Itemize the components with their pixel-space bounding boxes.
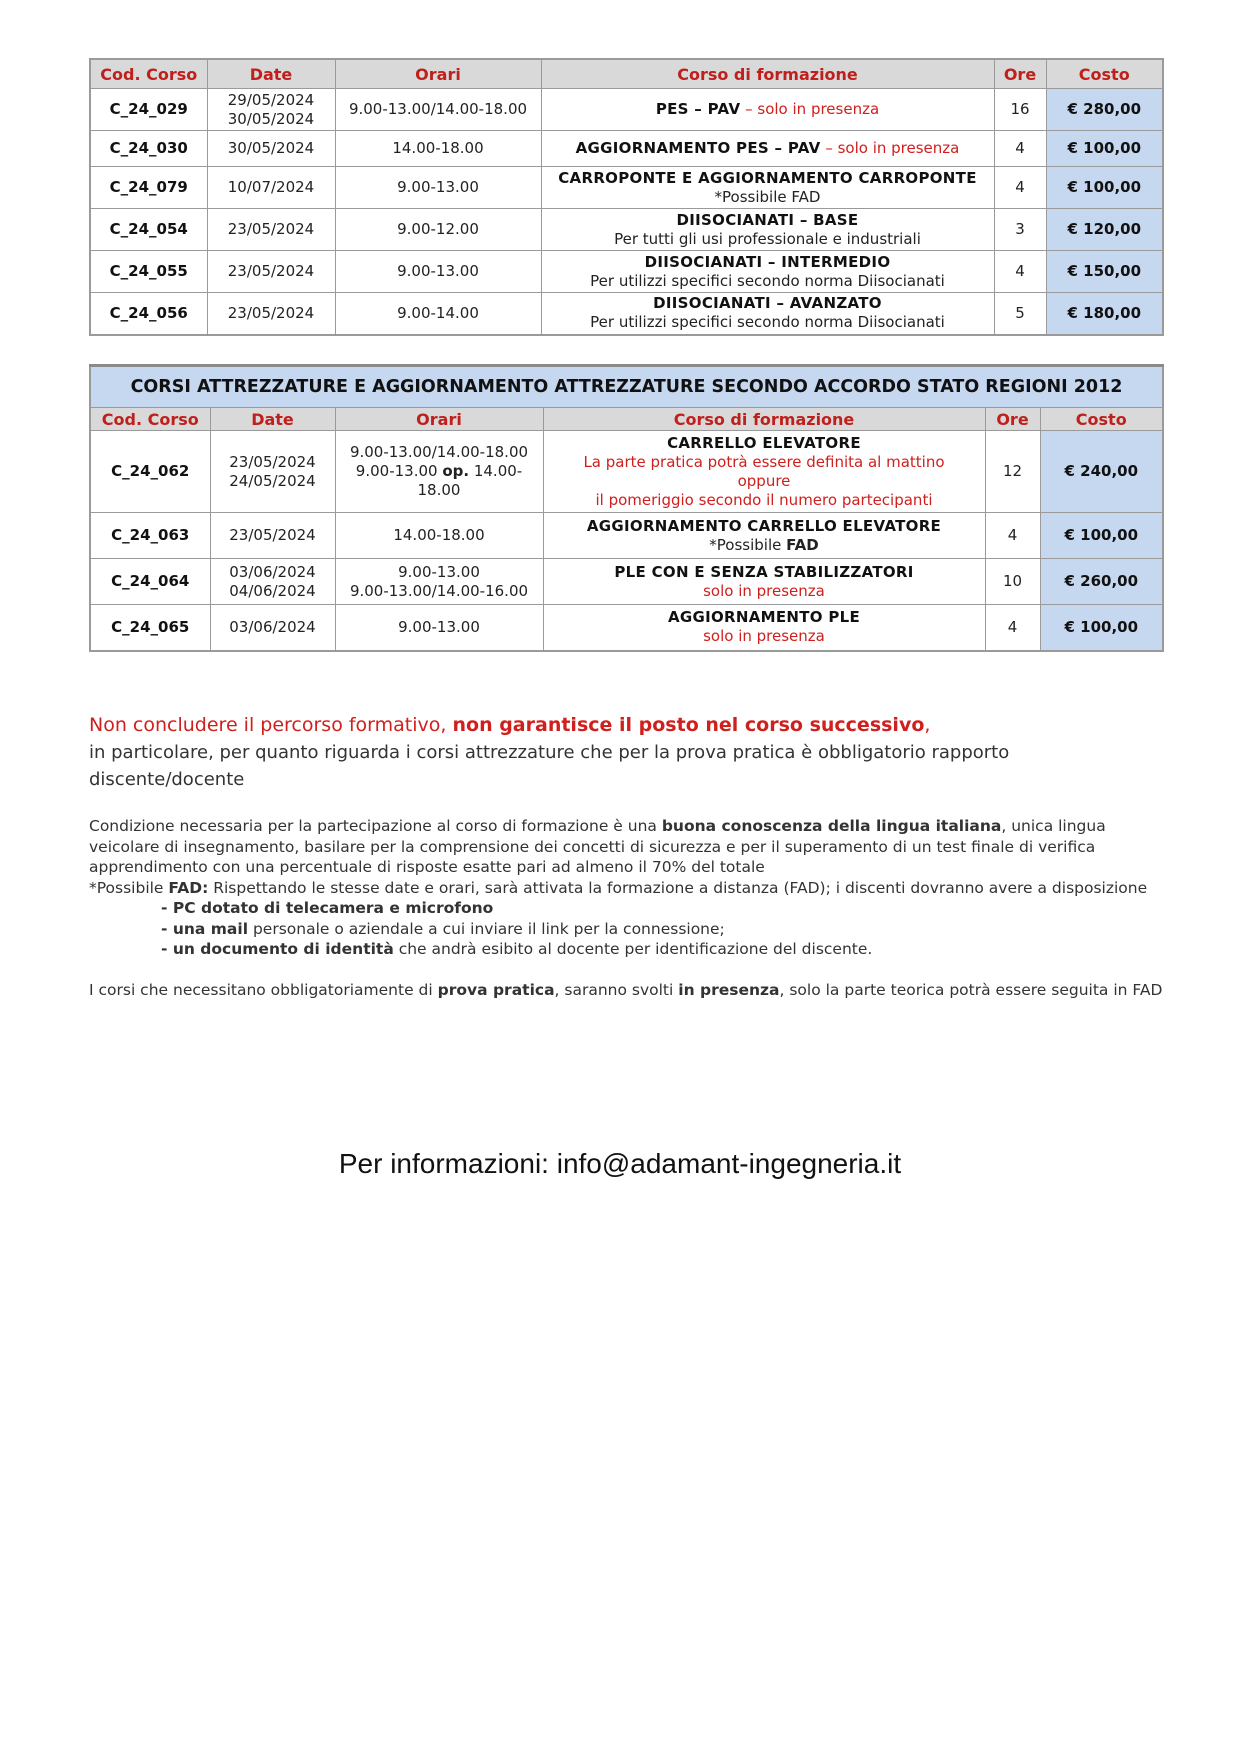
course-note: – solo in presenza (740, 100, 880, 118)
date-line: 30/05/2024 (227, 109, 315, 128)
course-note: solo in presenza (703, 581, 825, 600)
text-run-bold: FAD: (168, 878, 209, 897)
notice-comma: , (924, 714, 931, 736)
time-line: 9.00-13.00 (355, 462, 443, 480)
text-run: Rispettando le stesse date e orari, sarà attivata la formazione a distanza (FAD); i discenti dovranno avere a disposizione (208, 878, 1148, 897)
course-dates: 23/05/2024 (210, 513, 335, 559)
header-date: Date (207, 59, 335, 89)
text-run: , solo la parte teorica potrà essere seguita in FAD (779, 980, 1163, 999)
text-run: I corsi che necessitano obbligatoriamente di (89, 980, 438, 999)
course-dates (210, 431, 335, 513)
course-code: C_24_055 (90, 251, 207, 293)
text-run-bold: PC dotato di telecamera e microfono (172, 899, 494, 917)
conditions-section (89, 816, 1164, 1000)
course-subtitle: *Possibile FAD (714, 187, 821, 206)
header-date: Date (210, 408, 335, 431)
table-header-row (90, 408, 1163, 431)
header-code: Cod. Corso (90, 408, 210, 431)
course-hours: 16 (994, 89, 1046, 131)
course-cost: € 120,00 (1046, 209, 1163, 251)
course-subtitle: Per tutti gli usi professionale e industriali (614, 229, 921, 248)
course-title-cell (541, 89, 994, 131)
text-run-bold: buona conoscenza della lingua italiana (661, 817, 1002, 835)
time-option: op. (442, 462, 470, 480)
course-title-cell (541, 167, 994, 209)
table-row (90, 131, 1163, 167)
time-line: 14.00-18.00 (417, 462, 523, 499)
course-subtitle: Per utilizzi specifici secondo norma Diisocianati (590, 271, 945, 290)
course-code: C_24_029 (90, 89, 207, 131)
course-title-cell (543, 431, 985, 513)
contact-info: Per informazioni: info@adamant-ingegneria.it (338, 1148, 902, 1179)
list-item (161, 939, 1164, 960)
course-time: 9.00-13.00/14.00-18.00 (335, 89, 541, 131)
course-title: AGGIORNAMENTO PLE (667, 608, 861, 627)
list-item (161, 898, 1164, 919)
course-dates (207, 89, 335, 131)
course-title-cell (543, 513, 985, 559)
course-cost: € 260,00 (1040, 559, 1163, 605)
course-code: C_24_030 (90, 131, 207, 167)
course-table-1 (89, 58, 1164, 336)
course-dates: 03/06/2024 (210, 605, 335, 651)
course-title-cell (541, 131, 994, 167)
date-line: 29/05/2024 (227, 90, 315, 109)
course-dates: 23/05/2024 (207, 251, 335, 293)
table-banner-row (90, 366, 1163, 408)
table-row (90, 167, 1163, 209)
course-time: 14.00-18.00 (335, 513, 543, 559)
text-run: , saranno svolti (554, 980, 679, 999)
course-title: DIISOCIANATI – BASE (676, 210, 859, 229)
course-dates: 23/05/2024 (207, 209, 335, 251)
course-time: 9.00-13.00 (335, 251, 541, 293)
header-hours: Ore (994, 59, 1046, 89)
text-run-bold: un documento di identità (172, 940, 394, 958)
table-row (90, 605, 1163, 651)
header-cost: Costo (1046, 59, 1163, 89)
course-cost: € 100,00 (1040, 513, 1163, 559)
course-note: oppure (737, 471, 791, 490)
list-item (161, 919, 1164, 940)
time-line: 9.00-13.00/14.00-16.00 (349, 581, 529, 600)
header-course: Corso di formazione (543, 408, 985, 431)
course-title: PLE CON E SENZA STABILIZZATORI (614, 562, 914, 581)
table-row (90, 209, 1163, 251)
text-run: Condizione necessaria per la partecipazione al corso di formazione è una (89, 817, 662, 835)
text-run-bold: in presenza (678, 980, 780, 999)
header-time: Orari (335, 59, 541, 89)
fad-requirements-list (89, 898, 1164, 960)
course-cost: € 100,00 (1040, 605, 1163, 651)
course-title-cell (543, 559, 985, 605)
course-title: PES – PAV (655, 100, 741, 118)
course-title-cell (543, 605, 985, 651)
course-cost: € 150,00 (1046, 251, 1163, 293)
course-time: 9.00-13.00 (335, 605, 543, 651)
course-cost: € 240,00 (1040, 431, 1163, 513)
course-code: C_24_054 (90, 209, 207, 251)
course-title: AGGIORNAMENTO CARRELLO ELEVATORE (586, 516, 942, 535)
course-title: CARROPONTE E AGGIORNAMENTO CARROPONTE (558, 168, 977, 187)
course-note: La parte pratica potrà essere definita al mattino (583, 452, 945, 471)
table-row (90, 251, 1163, 293)
table-banner-title: CORSI ATTREZZATURE E AGGIORNAMENTO ATTREZZATURE SECONDO ACCORDO STATO REGIONI 2012 (90, 366, 1163, 408)
conditions-paragraph (89, 816, 1164, 878)
course-note: – solo in presenza (820, 139, 960, 157)
course-hours: 4 (985, 513, 1040, 559)
course-cost: € 180,00 (1046, 293, 1163, 335)
text-run: *Possibile (89, 878, 169, 897)
course-hours: 12 (985, 431, 1040, 513)
course-time (335, 559, 543, 605)
notice-text: in particolare, per quanto riguarda i corsi attrezzature che per la prova pratica è obbligatorio rapporto discente/docente (89, 742, 1010, 790)
course-subtitle: Per utilizzi specifici secondo norma Diisocianati (590, 313, 945, 332)
fad-paragraph (89, 878, 1164, 899)
table-row (90, 293, 1163, 335)
course-time: 9.00-13.00 (335, 167, 541, 209)
course-dates: 30/05/2024 (207, 131, 335, 167)
date-line: 24/05/2024 (229, 471, 316, 490)
header-course: Corso di formazione (541, 59, 994, 89)
course-title: AGGIORNAMENTO PES – PAV (575, 139, 821, 157)
course-time: 9.00-14.00 (335, 293, 541, 335)
course-dates: 23/05/2024 (207, 293, 335, 335)
course-title-cell (541, 251, 994, 293)
header-hours: Ore (985, 408, 1040, 431)
header-code: Cod. Corso (90, 59, 207, 89)
course-table-2 (89, 364, 1164, 652)
course-note: il pomeriggio secondo il numero partecipanti (595, 490, 933, 509)
course-cost: € 100,00 (1046, 131, 1163, 167)
time-line: 9.00-13.00 (398, 562, 480, 581)
course-hours: 4 (994, 167, 1046, 209)
course-time: 9.00-12.00 (335, 209, 541, 251)
course-subtitle-fad: FAD (786, 535, 819, 554)
course-dates: 10/07/2024 (207, 167, 335, 209)
notice-paragraph (89, 712, 1159, 793)
text-run-bold: una mail (172, 919, 249, 938)
notice-warning-bold: non garantisce il posto nel corso successivo (452, 714, 925, 736)
time-line: 9.00-13.00/14.00-18.00 (349, 443, 529, 461)
course-code: C_24_056 (90, 293, 207, 335)
course-code: C_24_079 (90, 167, 207, 209)
course-code: C_24_065 (90, 605, 210, 651)
course-hours: 3 (994, 209, 1046, 251)
text-run: , unica lingua veicolare di insegnamento, basilare per la comprensione dei concetti di sicurezza e per il superamento di un test finale di verifica apprendimento con una percentuale di risposte esatte pari ad almeno il 70% del totale (89, 817, 1106, 876)
course-title: CARRELLO ELEVATORE (667, 433, 861, 452)
course-title-cell (541, 293, 994, 335)
course-hours: 4 (994, 131, 1046, 167)
table-row (90, 559, 1163, 605)
table-row (90, 431, 1163, 513)
notice-warning: Non concludere il percorso formativo, (89, 714, 453, 736)
course-dates (210, 559, 335, 605)
course-title: DIISOCIANATI – AVANZATO (653, 294, 882, 313)
text-run: che andrà esibito al docente per identificazione del discente. (393, 940, 873, 958)
text-run-bold: prova pratica (437, 980, 555, 999)
practical-test-paragraph (89, 980, 1164, 1001)
course-code: C_24_062 (90, 431, 210, 513)
table-row (90, 513, 1163, 559)
course-hours: 4 (985, 605, 1040, 651)
course-hours: 4 (994, 251, 1046, 293)
header-cost: Costo (1040, 408, 1163, 431)
table-header-row (90, 59, 1163, 89)
course-subtitle: *Possibile (709, 535, 787, 554)
date-line: 04/06/2024 (229, 581, 316, 600)
course-cost: € 280,00 (1046, 89, 1163, 131)
course-hours: 10 (985, 559, 1040, 605)
course-note: solo in presenza (703, 627, 825, 646)
text-run: personale o aziendale a cui inviare il link per la connessione; (248, 919, 725, 938)
course-code: C_24_063 (90, 513, 210, 559)
course-time (335, 431, 543, 513)
date-line: 03/06/2024 (229, 562, 316, 581)
date-line: 23/05/2024 (229, 452, 316, 471)
course-cost: € 100,00 (1046, 167, 1163, 209)
header-time: Orari (335, 408, 543, 431)
course-title-cell (541, 209, 994, 251)
course-time: 14.00-18.00 (335, 131, 541, 167)
course-title: DIISOCIANATI – INTERMEDIO (644, 252, 891, 271)
table-row (90, 89, 1163, 131)
course-code: C_24_064 (90, 559, 210, 605)
course-hours: 5 (994, 293, 1046, 335)
